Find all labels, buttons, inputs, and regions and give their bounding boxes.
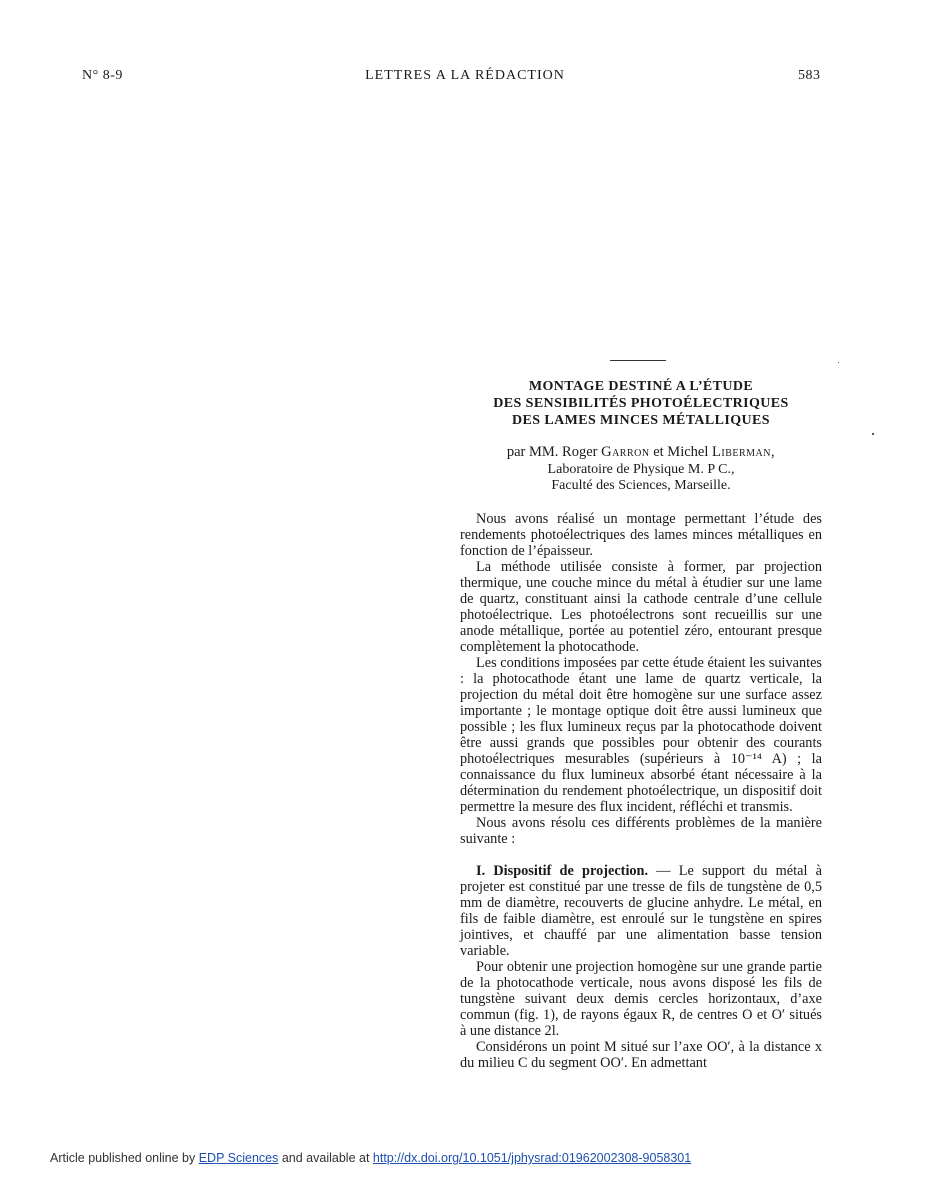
footer-prefix: Article published online by [50, 1151, 199, 1165]
doi-link[interactable]: http://dx.doi.org/10.1051/jphysrad:01962002308-9058301 [372, 1151, 692, 1165]
byline-mid: et Michel [649, 444, 713, 460]
paragraph: Nous avons réalisé un montage permettant l’étude des rendements photoélectriques des lames minces métalliques en fonction de l’épaisseur. [460, 511, 822, 559]
running-header-issue: N° 8-9 [82, 68, 123, 83]
article-title [460, 378, 822, 429]
edp-sciences-link[interactable]: EDP Sciences [198, 1151, 279, 1165]
author-garron: Garron [601, 444, 650, 460]
paragraph: Nous avons résolu ces différents problèmes de la manière suivante : [460, 815, 822, 847]
publication-footer [50, 1151, 691, 1165]
title-line-3: DES LAMES MINCES MÉTALLIQUES [512, 413, 770, 428]
affiliation [460, 462, 822, 494]
section-1-paragraph [460, 863, 822, 959]
paragraph: Considérons un point M situé sur l’axe OO′, à la distance x du milieu C du segment OO′. En admettant [460, 1039, 822, 1071]
paragraph: Les conditions imposées par cette étude étaient les suivantes : la photocathode étant une lame de quartz verticale, la projection du métal doit être homogène sur une surface assez importante ; le montage optique doit être aussi lumineux que possible ; les flux lumineux reçus par la photocathode doivent être aussi grands que possibles pour obtenir des courants photoélectriques mesurables (supérieurs à 10⁻¹⁴ A) ; la connaissance du flux lumineux absorbé étant nécessaire à la détermination du rendement photoélectrique, un dispositif doit permettre la mesure des flux incident, réfléchi et transmis. [460, 655, 822, 815]
paragraph: Pour obtenir une projection homogène sur une grande partie de la photocathode verticale, nous avons disposé les fils de tungstène suivant deux demis cercles horizontaux, d’axe commun (fig. 1), de rayons égaux R, de centres O et O′ situés à une distance 2l. [460, 959, 822, 1039]
byline [460, 444, 822, 461]
author-liberman: Liberman, [712, 444, 776, 460]
section-1-intro: — Le support du métal à projeter est constitué par une tresse de fils de tungstène de 0,5 mm de diamètre, recouverts de glucine anhydre. Le métal, en fils de faible diamètre, est enroulé sur le tungstène en spires jointives, et chauffé par une alimentation basse tension variable. [460, 863, 822, 959]
scan-speck [872, 433, 874, 435]
section-1-heading: I. Dispositif de projection. [476, 863, 649, 879]
byline-prefix: par MM. Roger [506, 444, 602, 460]
title-separator-rule [610, 360, 666, 361]
affiliation-lab: Laboratoire de Physique M. P C., [547, 462, 735, 477]
title-line-2: DES SENSIBILITÉS PHOTOÉLECTRIQUES [493, 396, 789, 411]
page-number: 583 [798, 68, 821, 83]
scan-speck [838, 362, 839, 363]
footer-middle: and available at [278, 1151, 373, 1165]
paragraph: La méthode utilisée consiste à former, par projection thermique, une couche mince du métal à étudier sur une lame de quartz, constituant ainsi la cathode centrale d’une cellule photoélectrique. Les photoélectrons sont recueillis sur une anode métallique, portée au potentiel zéro, entourant presque complètement la photocathode. [460, 559, 822, 655]
running-header-section: LETTRES A LA RÉDACTION [365, 68, 565, 83]
title-line-1: MONTAGE DESTINÉ A L’ÉTUDE [528, 379, 754, 394]
affiliation-faculty: Faculté des Sciences, Marseille. [551, 478, 731, 493]
article-body [460, 511, 822, 1071]
